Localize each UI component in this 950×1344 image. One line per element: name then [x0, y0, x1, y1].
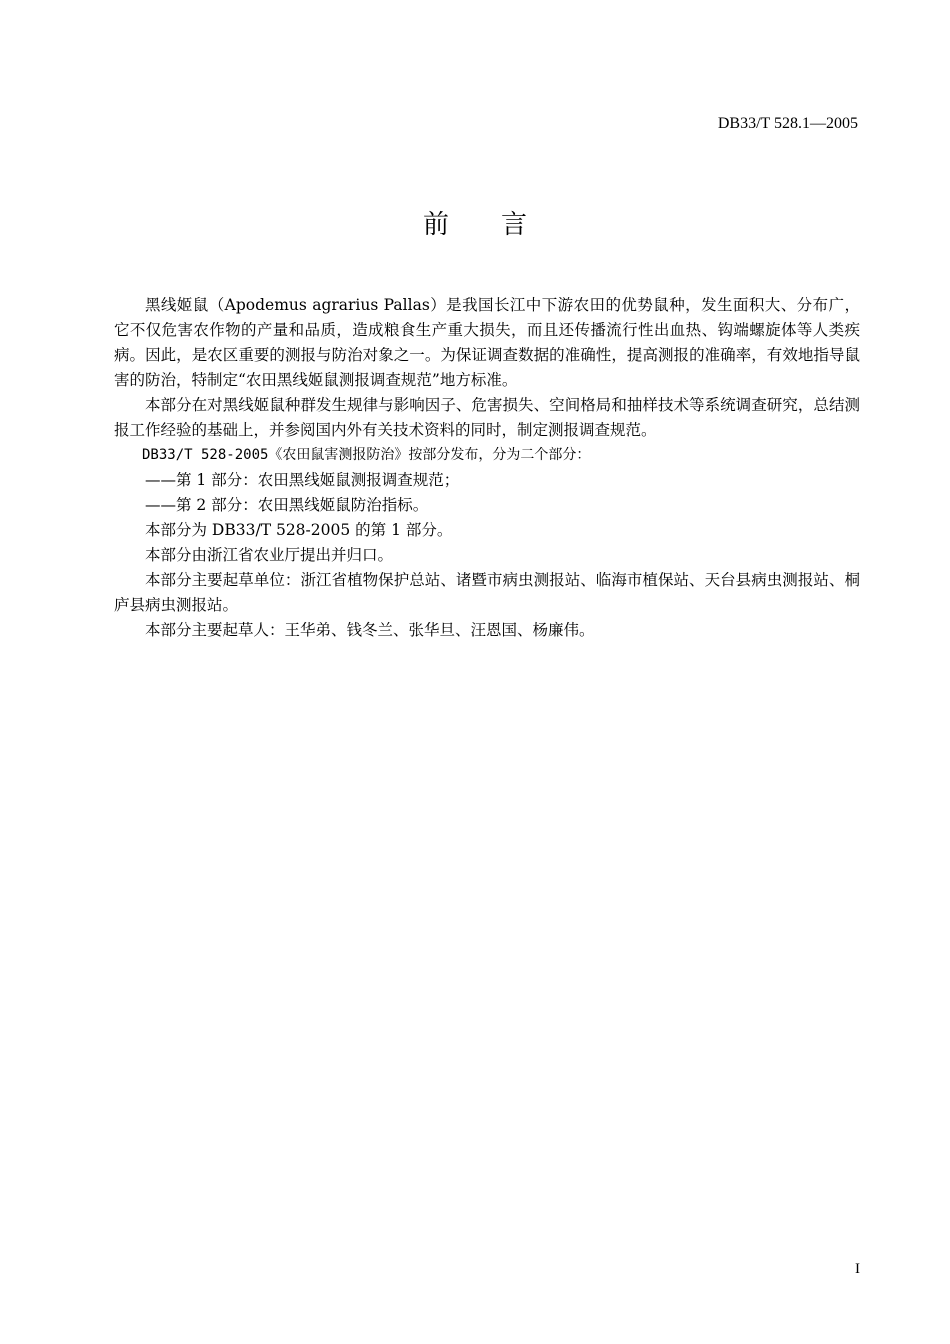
paragraph-basis: 本部分在对黑线姬鼠种群发生规律与影响因子、危害损失、空间格局和抽样技术等系统调查研究，总结测报工作经验的基础上，并参阅国内外有关技术资料的同时，制定测报调查规范。 [114, 396, 860, 439]
paragraph-drafters: 本部分主要起草人：王华弟、钱冬兰、张华旦、汪恩国、杨廉伟。 [145, 621, 595, 639]
list-item-part-1: ——第 1 部分：农田黑线姬鼠测报调查规范； [145, 471, 460, 489]
paragraph-structure: DB33/T 528-2005《农田鼠害测报防治》按部分发布，分为二个部分： [142, 447, 591, 463]
foreword-body [114, 293, 860, 643]
paragraph-part-statement: 本部分为 DB33/T 528-2005 的第 1 部分。 [145, 521, 453, 539]
standard-code: DB33/T 528.1—2005 [717, 115, 858, 132]
page-title: 前言 [422, 210, 579, 240]
paragraph-drafting-units: 本部分主要起草单位：浙江省植物保护总站、诸暨市病虫测报站、临海市植保站、天台县病虫测报站、桐庐县病虫测报站。 [114, 571, 860, 614]
paragraph-proposer: 本部分由浙江省农业厅提出并归口。 [145, 546, 394, 564]
list-item-part-2: ——第 2 部分：农田黑线姬鼠防治指标。 [145, 496, 429, 514]
paragraph-intro: 黑线姬鼠（Apodemus agrarius Pallas）是我国长江中下游农田的优势鼠种，发生面积大、分布广，它不仅危害农作物的产量和品质，造成粮食生产重大损失，而且还传播流行性出血热、钩端螺旋体等人类疾病。因此，是农区重要的测报与防治对象之一。为保证调查数据的准确性，提高测报的准确率，有效地指导鼠害的防治，特制定“农田黑线姬鼠测报调查规范”地方标准。 [114, 296, 860, 389]
page-number: I [855, 1261, 860, 1277]
